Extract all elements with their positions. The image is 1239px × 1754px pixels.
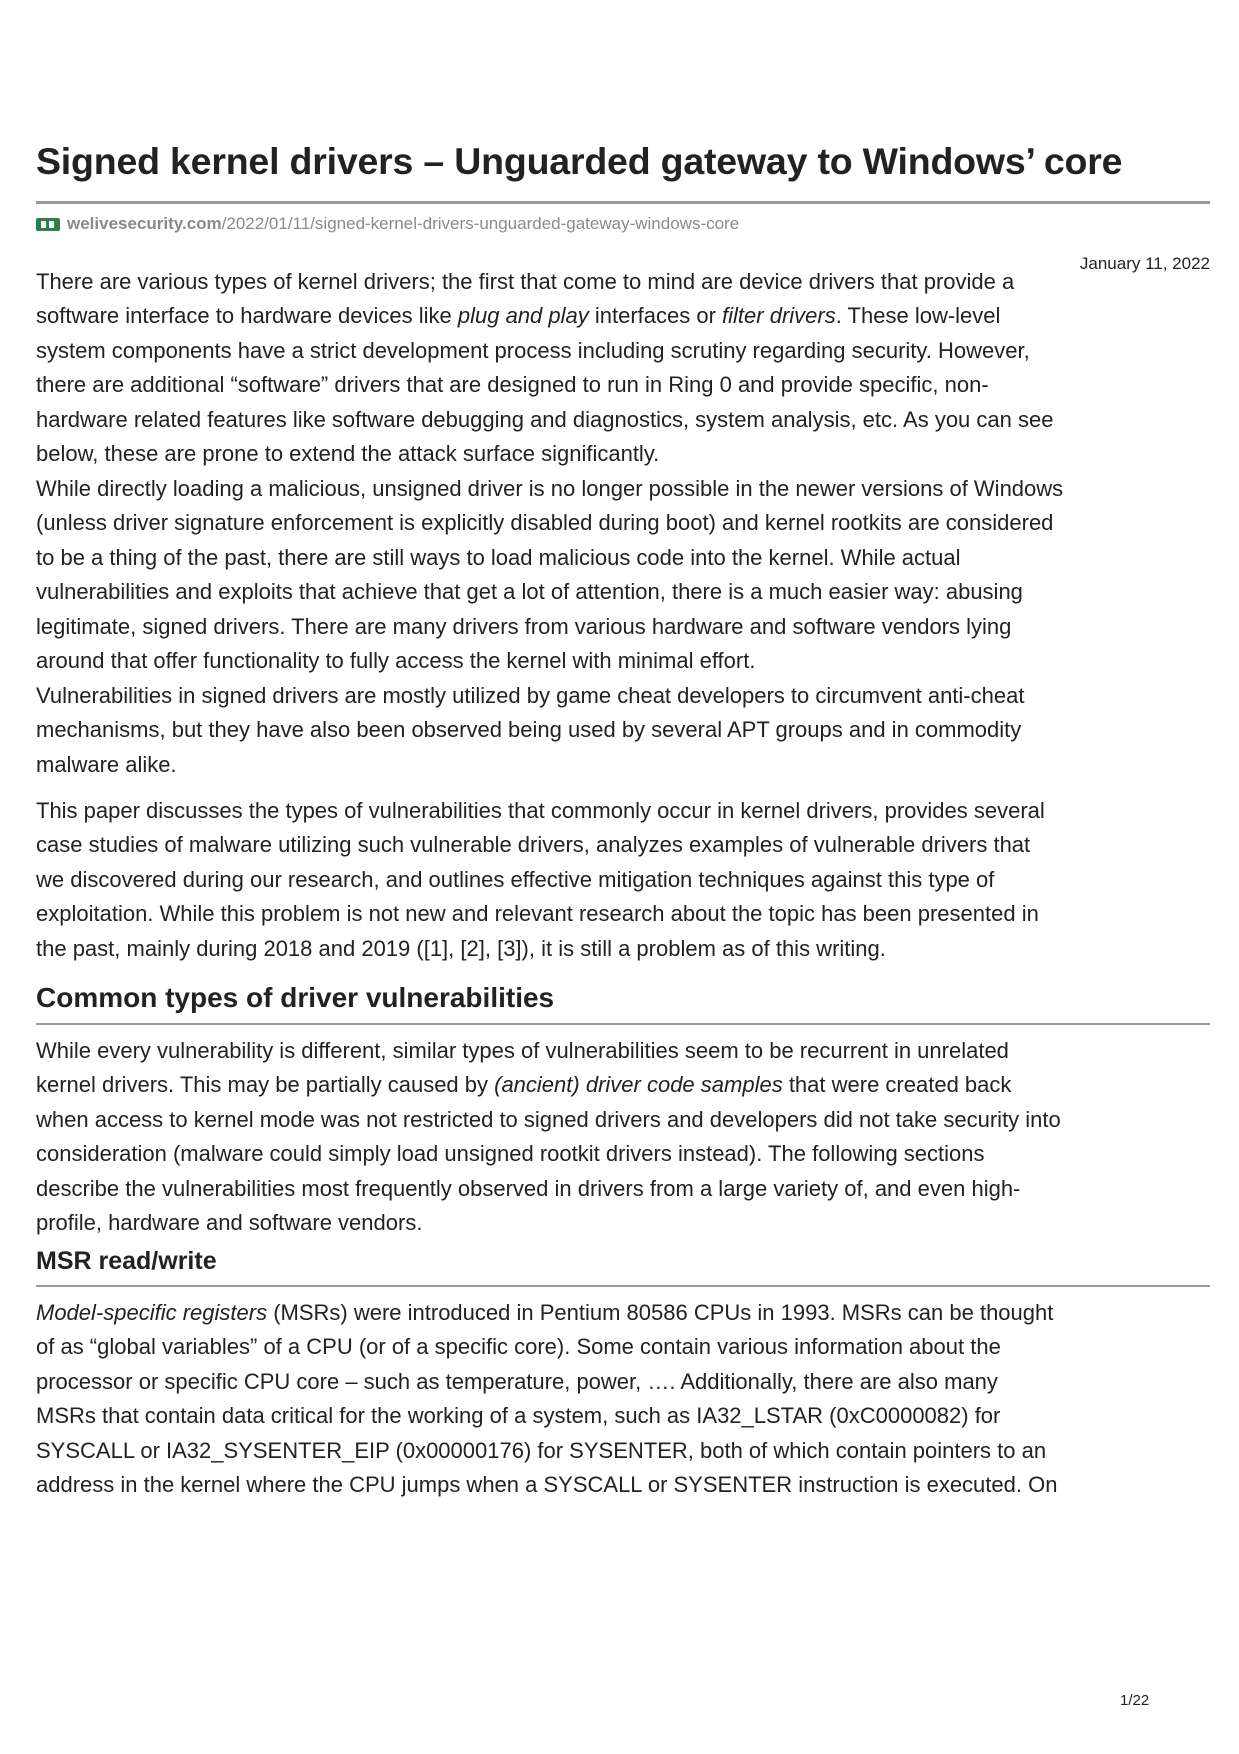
text-line: around that offer functionality to fully access the kernel with minimal effort. <box>36 648 756 674</box>
text-line: mechanisms, but they have also been observed being used by several APT groups and in commodity <box>36 717 1022 743</box>
text-line: kernel drivers. This may be partially caused by (ancient) driver code samples that were created back <box>36 1072 1012 1098</box>
publish-date: January 11, 2022 <box>1079 254 1210 273</box>
text-line: case studies of malware utilizing such vulnerable drivers, analyzes examples of vulnerable drivers that <box>36 832 1031 858</box>
text-line: processor or specific CPU core – such as temperature, power, …. Additionally, there are also many <box>36 1368 998 1394</box>
text-line: when access to kernel mode was not restricted to signed drivers and developers did not take security into <box>36 1106 1061 1132</box>
text-line: SYSCALL or IA32_SYSENTER_EIP (0x00000176) for SYSENTER, both of which contain pointers to an <box>36 1437 1047 1463</box>
common-types-paragraph <box>36 1034 1210 1240</box>
text-line: system components have a strict development process including scrutiny regarding security. However, <box>36 337 1030 363</box>
text-line: the past, mainly during 2018 and 2019 ([1], [2], [3]), it is still a problem as of this writing. <box>36 935 886 961</box>
emphasis-text: (ancient) driver code samples <box>494 1072 783 1098</box>
text-line: consideration (malware could simply load unsigned rootkit drivers instead). The following sections <box>36 1141 985 1167</box>
text-line: of as “global variables” of a CPU (or of a specific core). Some contain various information about the <box>36 1334 1001 1360</box>
text-line: There are various types of kernel drivers; the first that come to mind are device drivers that provide a <box>36 269 1015 294</box>
section-divider <box>36 1023 1210 1025</box>
intro-paragraph-1 <box>36 265 1210 471</box>
url-path[interactable]: /2022/01/11/signed-kernel-drivers-unguarded-gateway-windows-core <box>221 214 740 233</box>
text-line: legitimate, signed drivers. There are many drivers from various hardware and software vendors lying <box>36 613 1012 639</box>
text-line: While every vulnerability is different, similar types of vulnerabilities seem to be recurrent in unrelated <box>36 1038 1009 1063</box>
text-line: there are additional “software” drivers that are designed to run in Ring 0 and provide specific, non- <box>36 372 989 398</box>
link-icon <box>36 218 60 231</box>
subsection-divider <box>36 1285 1210 1287</box>
msr-paragraph <box>36 1296 1210 1502</box>
text-line: address in the kernel where the CPU jumps when a SYSCALL or SYSENTER instruction is executed. On <box>36 1472 1058 1498</box>
url-domain[interactable]: welivesecurity.com <box>67 214 222 233</box>
text-line: (unless driver signature enforcement is explicitly disabled during boot) and kernel rootkits are considered <box>36 510 1054 536</box>
text-line: MSRs that contain data critical for the working of a system, such as IA32_LSTAR (0xC0000082) for <box>36 1403 1001 1429</box>
text-line: Model-specific registers (MSRs) were introduced in Pentium 80586 CPUs in 1993. MSRs can be thought <box>36 1300 1054 1325</box>
text-line: below, these are prone to extend the attack surface significantly. <box>36 441 660 467</box>
text-line: malware alike. <box>36 751 177 777</box>
text-line: hardware related features like software debugging and diagnostics, system analysis, etc. As you can see <box>36 406 1054 432</box>
intro-paragraph-2 <box>36 472 1210 678</box>
text-line: While directly loading a malicious, unsigned driver is no longer possible in the newer versions of Windows <box>36 476 1064 501</box>
page-number: 1/22 <box>1120 1692 1150 1709</box>
emphasis-text: Model-specific registers <box>36 1300 268 1325</box>
emphasis-text: plug and play <box>457 303 589 329</box>
article-title: Signed kernel drivers – Unguarded gateway to Windows’ core <box>36 140 1123 182</box>
text-line: software interface to hardware devices like plug and play interfaces or filter drivers. These low-level <box>36 303 1001 329</box>
section-heading-common-types: Common types of driver vulnerabilities <box>36 982 555 1013</box>
subsection-heading-msr: MSR read/write <box>36 1247 217 1275</box>
text-line: Vulnerabilities in signed drivers are mostly utilized by game cheat developers to circumvent anti-cheat <box>36 683 1025 708</box>
intro-paragraph-4 <box>36 794 1210 966</box>
emphasis-text: filter drivers <box>722 303 836 329</box>
text-line: describe the vulnerabilities most frequently observed in drivers from a large variety of, and even high- <box>36 1175 1021 1201</box>
text-line: we discovered during our research, and outlines effective mitigation techniques against this type of <box>36 866 995 892</box>
text-line: profile, hardware and software vendors. <box>36 1210 423 1236</box>
text-line: vulnerabilities and exploits that achieve that get a lot of attention, there is a much easier way: abusing <box>36 579 1023 605</box>
source-url[interactable] <box>36 214 739 234</box>
text-line: to be a thing of the past, there are still ways to load malicious code into the kernel. While actual <box>36 544 961 570</box>
text-line: exploitation. While this problem is not new and relevant research about the topic has been presented in <box>36 901 1039 927</box>
title-divider <box>36 201 1210 204</box>
intro-paragraph-3 <box>36 679 1210 782</box>
text-line: This paper discusses the types of vulnerabilities that commonly occur in kernel drivers, provides several <box>36 798 1045 823</box>
